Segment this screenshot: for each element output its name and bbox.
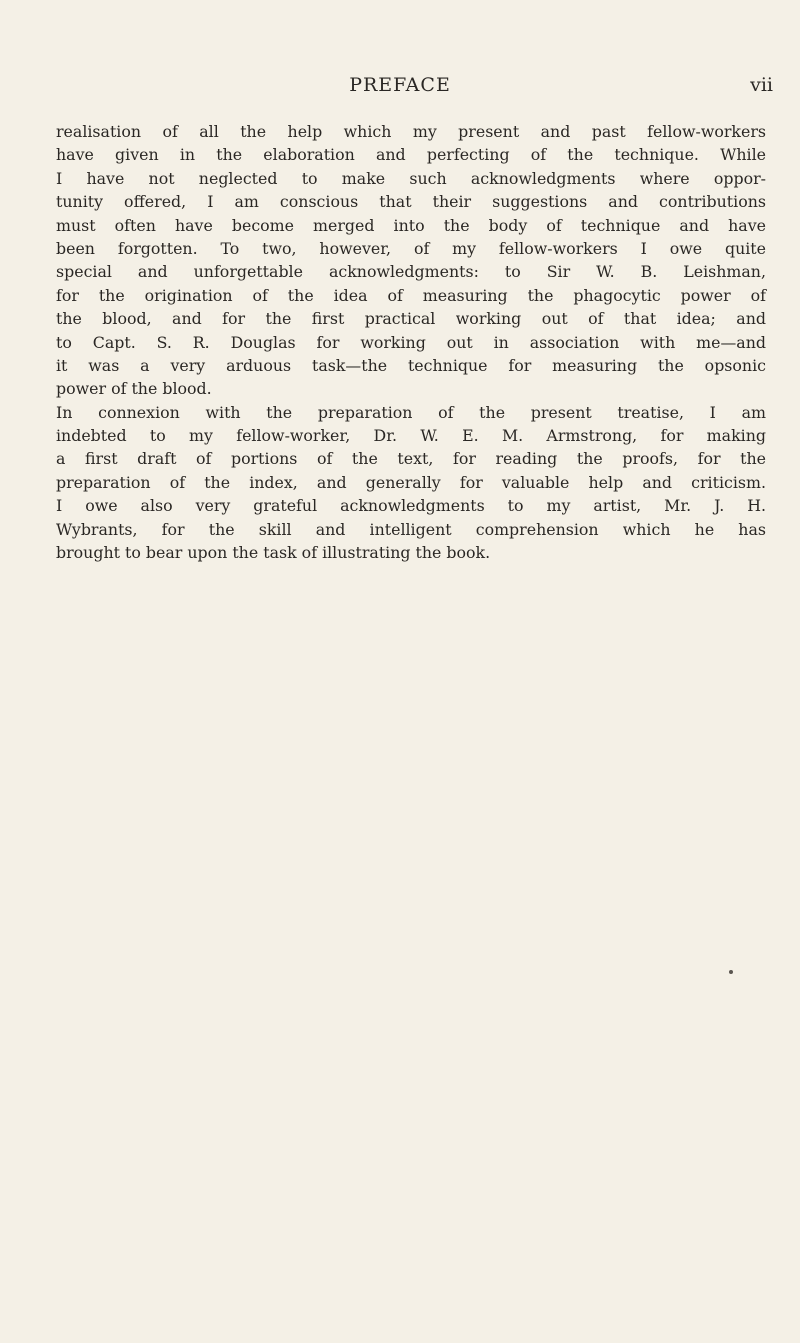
running-head xyxy=(0,74,800,104)
text-line: I owe also very grateful acknowledgments to my artist, Mr. J. H. xyxy=(56,496,766,516)
text-line: the blood, and for the first practical working out of that idea; and xyxy=(56,309,766,329)
text-line: Wybrants, for the skill and intelligent comprehension which he has xyxy=(56,519,766,539)
text-line: must often have become merged into the body of technique and have xyxy=(56,215,766,235)
text-line: to Capt. S. R. Douglas for working out in association with me—and xyxy=(56,332,766,352)
preface-text xyxy=(56,120,766,564)
text-line: been forgotten. To two, however, of my fellow-workers I owe quite xyxy=(56,238,766,258)
text-line: it was a very arduous task—the technique for measuring the opsonic xyxy=(56,355,766,375)
text-line: tunity offered, I am conscious that their suggestions and contributions xyxy=(56,192,766,212)
text-line: In connexion with the preparation of the present treatise, I am xyxy=(56,402,766,422)
text-line: preparation of the index, and generally for valuable help and criticism. xyxy=(56,472,766,492)
text-line: a first draft of portions of the text, for reading the proofs, for the xyxy=(56,449,766,469)
text-line: for the origination of the idea of measuring the phagocytic power of xyxy=(56,285,766,305)
text-line: power of the blood. xyxy=(56,379,212,399)
text-line: realisation of all the help which my present and past fellow-workers xyxy=(56,122,766,141)
text-line: special and unforgettable acknowledgments: to Sir W. B. Leishman, xyxy=(56,262,766,282)
page-number: vii xyxy=(750,74,773,96)
text-line: brought to bear upon the task of illustrating the book. xyxy=(56,543,491,563)
text-line: indebted to my fellow-worker, Dr. W. E. M. Armstrong, for making xyxy=(56,426,766,446)
text-line: I have not neglected to make such acknowledgments where oppor- xyxy=(56,168,766,188)
text-line: have given in the elaboration and perfecting of the technique. While xyxy=(56,145,766,165)
running-title: PREFACE xyxy=(349,74,451,96)
ink-speck xyxy=(729,970,733,974)
